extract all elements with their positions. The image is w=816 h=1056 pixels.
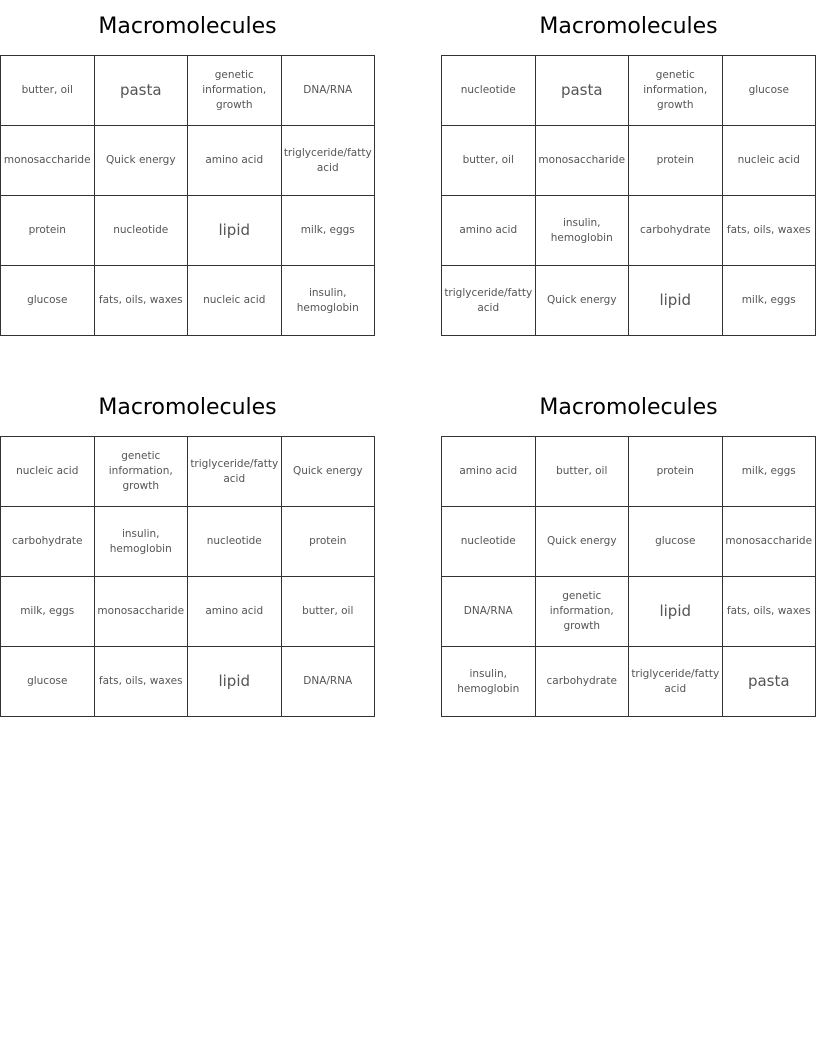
bingo-cell: fats, oils, waxes xyxy=(723,577,816,647)
card-title: Macromolecules xyxy=(539,14,718,39)
bingo-cell: DNA/RNA xyxy=(442,577,536,647)
bingo-cell: fats, oils, waxes xyxy=(95,266,189,336)
bingo-cell: triglyceride/fatty acid xyxy=(629,647,723,717)
bingo-cell: triglyceride/fatty acid xyxy=(442,266,536,336)
card-title: Macromolecules xyxy=(539,395,718,420)
bingo-grid xyxy=(441,436,816,717)
bingo-cell: carbohydrate xyxy=(536,647,630,717)
bingo-cell: lipid xyxy=(188,647,282,717)
bingo-cell: amino acid xyxy=(188,577,282,647)
bingo-cell: amino acid xyxy=(188,126,282,196)
bingo-cell: nucleic acid xyxy=(188,266,282,336)
bingo-cell: Quick energy xyxy=(536,507,630,577)
bingo-cell: genetic information, growth xyxy=(95,437,189,507)
bingo-cell: nucleic acid xyxy=(723,126,816,196)
bingo-cell: fats, oils, waxes xyxy=(95,647,189,717)
bingo-cell: protein xyxy=(629,437,723,507)
bingo-cell: butter, oil xyxy=(442,126,536,196)
bingo-cell: Quick energy xyxy=(282,437,376,507)
card-title: Macromolecules xyxy=(98,395,277,420)
bingo-cell: nucleic acid xyxy=(1,437,95,507)
bingo-cell: butter, oil xyxy=(1,56,95,126)
bingo-cell: glucose xyxy=(723,56,816,126)
bingo-cell: monosaccharide xyxy=(536,126,630,196)
bingo-cell: milk, eggs xyxy=(723,266,816,336)
bingo-grid xyxy=(0,436,375,717)
bingo-cell: glucose xyxy=(629,507,723,577)
bingo-cell: nucleotide xyxy=(442,507,536,577)
bingo-cell: genetic information, growth xyxy=(536,577,630,647)
bingo-cell: lipid xyxy=(629,577,723,647)
bingo-grid xyxy=(0,55,375,336)
bingo-cell: carbohydrate xyxy=(629,196,723,266)
bingo-cell: lipid xyxy=(629,266,723,336)
bingo-cell: DNA/RNA xyxy=(282,56,376,126)
bingo-cell: protein xyxy=(1,196,95,266)
bingo-cell: DNA/RNA xyxy=(282,647,376,717)
bingo-cell: nucleotide xyxy=(188,507,282,577)
bingo-cell: nucleotide xyxy=(95,196,189,266)
bingo-cell: milk, eggs xyxy=(723,437,816,507)
bingo-cell: monosaccharide xyxy=(1,126,95,196)
bingo-cell: insulin, hemoglobin xyxy=(282,266,376,336)
bingo-cell: amino acid xyxy=(442,437,536,507)
bingo-cell: glucose xyxy=(1,266,95,336)
bingo-cell: triglyceride/fatty acid xyxy=(188,437,282,507)
bingo-cell: triglyceride/fatty acid xyxy=(282,126,376,196)
bingo-grid xyxy=(441,55,816,336)
bingo-cell: milk, eggs xyxy=(1,577,95,647)
bingo-cell: glucose xyxy=(1,647,95,717)
bingo-cell: fats, oils, waxes xyxy=(723,196,816,266)
bingo-cell: protein xyxy=(282,507,376,577)
bingo-cell: insulin, hemoglobin xyxy=(536,196,630,266)
bingo-cell: butter, oil xyxy=(282,577,376,647)
bingo-cell: insulin, hemoglobin xyxy=(442,647,536,717)
card-title: Macromolecules xyxy=(98,14,277,39)
bingo-cell: pasta xyxy=(723,647,816,717)
bingo-cell: butter, oil xyxy=(536,437,630,507)
bingo-cell: insulin, hemoglobin xyxy=(95,507,189,577)
bingo-cell: genetic information, growth xyxy=(188,56,282,126)
bingo-cell: pasta xyxy=(536,56,630,126)
bingo-cell: monosaccharide xyxy=(95,577,189,647)
bingo-cell: carbohydrate xyxy=(1,507,95,577)
bingo-cell: Quick energy xyxy=(536,266,630,336)
bingo-cell: milk, eggs xyxy=(282,196,376,266)
bingo-cell: monosaccharide xyxy=(723,507,816,577)
bingo-cell: pasta xyxy=(95,56,189,126)
bingo-cell: protein xyxy=(629,126,723,196)
bingo-cell: Quick energy xyxy=(95,126,189,196)
bingo-cell: lipid xyxy=(188,196,282,266)
bingo-cell: genetic information, growth xyxy=(629,56,723,126)
bingo-cell: nucleotide xyxy=(442,56,536,126)
bingo-cell: amino acid xyxy=(442,196,536,266)
